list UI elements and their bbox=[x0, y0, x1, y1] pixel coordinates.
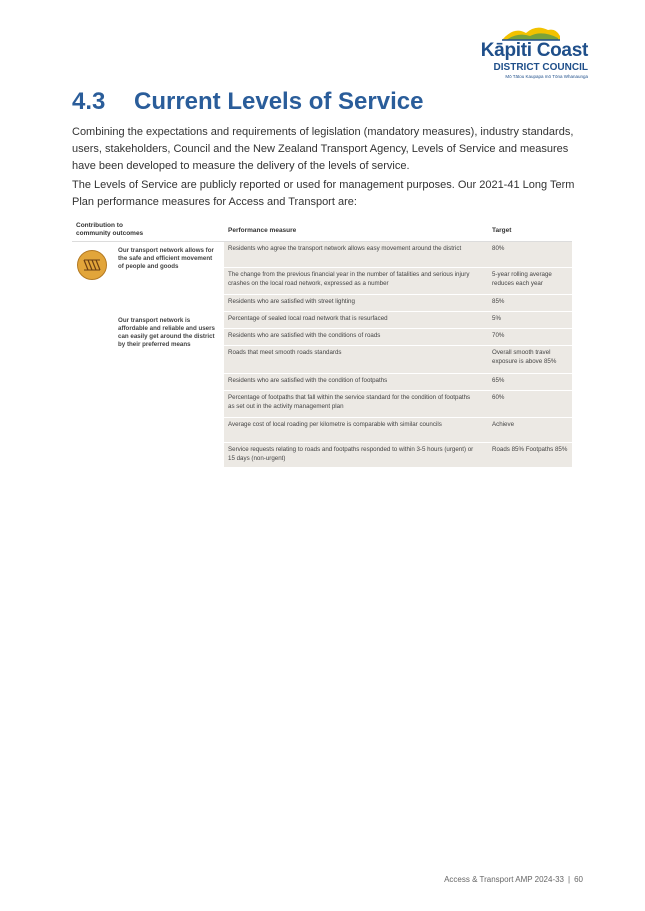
measure-cell: Residents who are satisfied with the conditions of roads bbox=[228, 332, 381, 339]
measure-cell: Residents who are satisfied with street lighting bbox=[228, 298, 355, 305]
outcome-affordable-reliable: Our transport network is affordable and reliable and users can easily get around the district by their preferred means bbox=[118, 317, 215, 348]
table-row bbox=[224, 391, 572, 418]
target-cell: 85% bbox=[492, 298, 505, 305]
table-row bbox=[224, 346, 572, 374]
lead-in-paragraph: The Levels of Service are publicly reported or used for management purposes. Our 2021-41 Long Term Plan performance measures for Access and Transport are: bbox=[72, 179, 575, 208]
target-cell: Achieve bbox=[492, 421, 515, 428]
table-row bbox=[224, 312, 572, 329]
community-outcome-icon bbox=[77, 250, 107, 280]
logo-tagline: Mō Tātou Kaupapa mō Tōna Whanaunga bbox=[505, 74, 588, 79]
table-row bbox=[224, 374, 572, 391]
council-logo bbox=[470, 24, 595, 80]
section-title: Current Levels of Service bbox=[134, 88, 424, 115]
page-footer bbox=[400, 875, 583, 884]
measure-cell: Service requests relating to roads and footpaths responded to within 3-5 hours (urgent) or 15 days (non-urgent) bbox=[228, 446, 474, 462]
table-row bbox=[224, 242, 572, 268]
measure-cell: Average cost of local roading per kilometre is comparable with similar councils bbox=[228, 421, 442, 428]
logo-subtitle: DISTRICT COUNCIL bbox=[493, 62, 588, 73]
target-cell: Roads 85% Footpaths 85% bbox=[492, 446, 568, 453]
target-cell: Overall smooth travel exposure is above 85% bbox=[492, 349, 557, 365]
outcome-safe-movement: Our transport network allows for the safe and efficient movement of people and goods bbox=[118, 247, 214, 270]
table-row bbox=[224, 329, 572, 346]
logo-name: Kāpiti Coast bbox=[480, 40, 588, 61]
levels-of-service-table bbox=[72, 214, 572, 462]
measure-cell: The change from the previous financial year in the number of fatalities and serious injury crashes on the local road network, expressed as a number bbox=[228, 271, 470, 287]
target-cell: 80% bbox=[492, 245, 505, 252]
header-outcomes: Contribution to community outcomes bbox=[76, 222, 144, 237]
target-cell: 70% bbox=[492, 332, 505, 339]
section-heading bbox=[72, 88, 423, 116]
table-header bbox=[72, 214, 572, 242]
table-row bbox=[224, 295, 572, 312]
measure-cell: Roads that meet smooth roads standards bbox=[228, 349, 342, 356]
footer-page-number: 60 bbox=[574, 875, 583, 884]
table-row bbox=[224, 443, 572, 468]
target-cell: 65% bbox=[492, 377, 505, 384]
footer-separator: | bbox=[568, 875, 571, 884]
header-measure: Performance measure bbox=[228, 227, 297, 234]
intro-paragraph: Combining the expectations and requirements of legislation (mandatory measures), industry standards, users, stakeholders, Council and the New Zealand Transport Agency, Levels of Service and measures have been developed to measure the delivery of the levels of service. bbox=[72, 126, 574, 172]
measure-cell: Percentage of sealed local road network that is resurfaced bbox=[228, 315, 388, 322]
section-number: 4.3 bbox=[72, 88, 106, 115]
measure-cell: Residents who agree the transport network allows easy movement around the district bbox=[228, 245, 462, 252]
measure-cell: Percentage of footpaths that fall within the service standard for the condition of footpaths as set out in the activity management plan bbox=[228, 394, 471, 410]
footer-document-title: Access & Transport AMP 2024-33 bbox=[444, 875, 565, 884]
target-cell: 5-year rolling average reduces each year bbox=[492, 271, 552, 287]
measure-rows bbox=[224, 242, 572, 468]
table-row bbox=[224, 268, 572, 295]
target-cell: 5% bbox=[492, 315, 501, 322]
target-cell: 60% bbox=[492, 394, 505, 401]
measure-cell: Residents who are satisfied with the condition of footpaths bbox=[228, 377, 388, 384]
table-row bbox=[224, 418, 572, 443]
header-target: Target bbox=[492, 227, 512, 234]
